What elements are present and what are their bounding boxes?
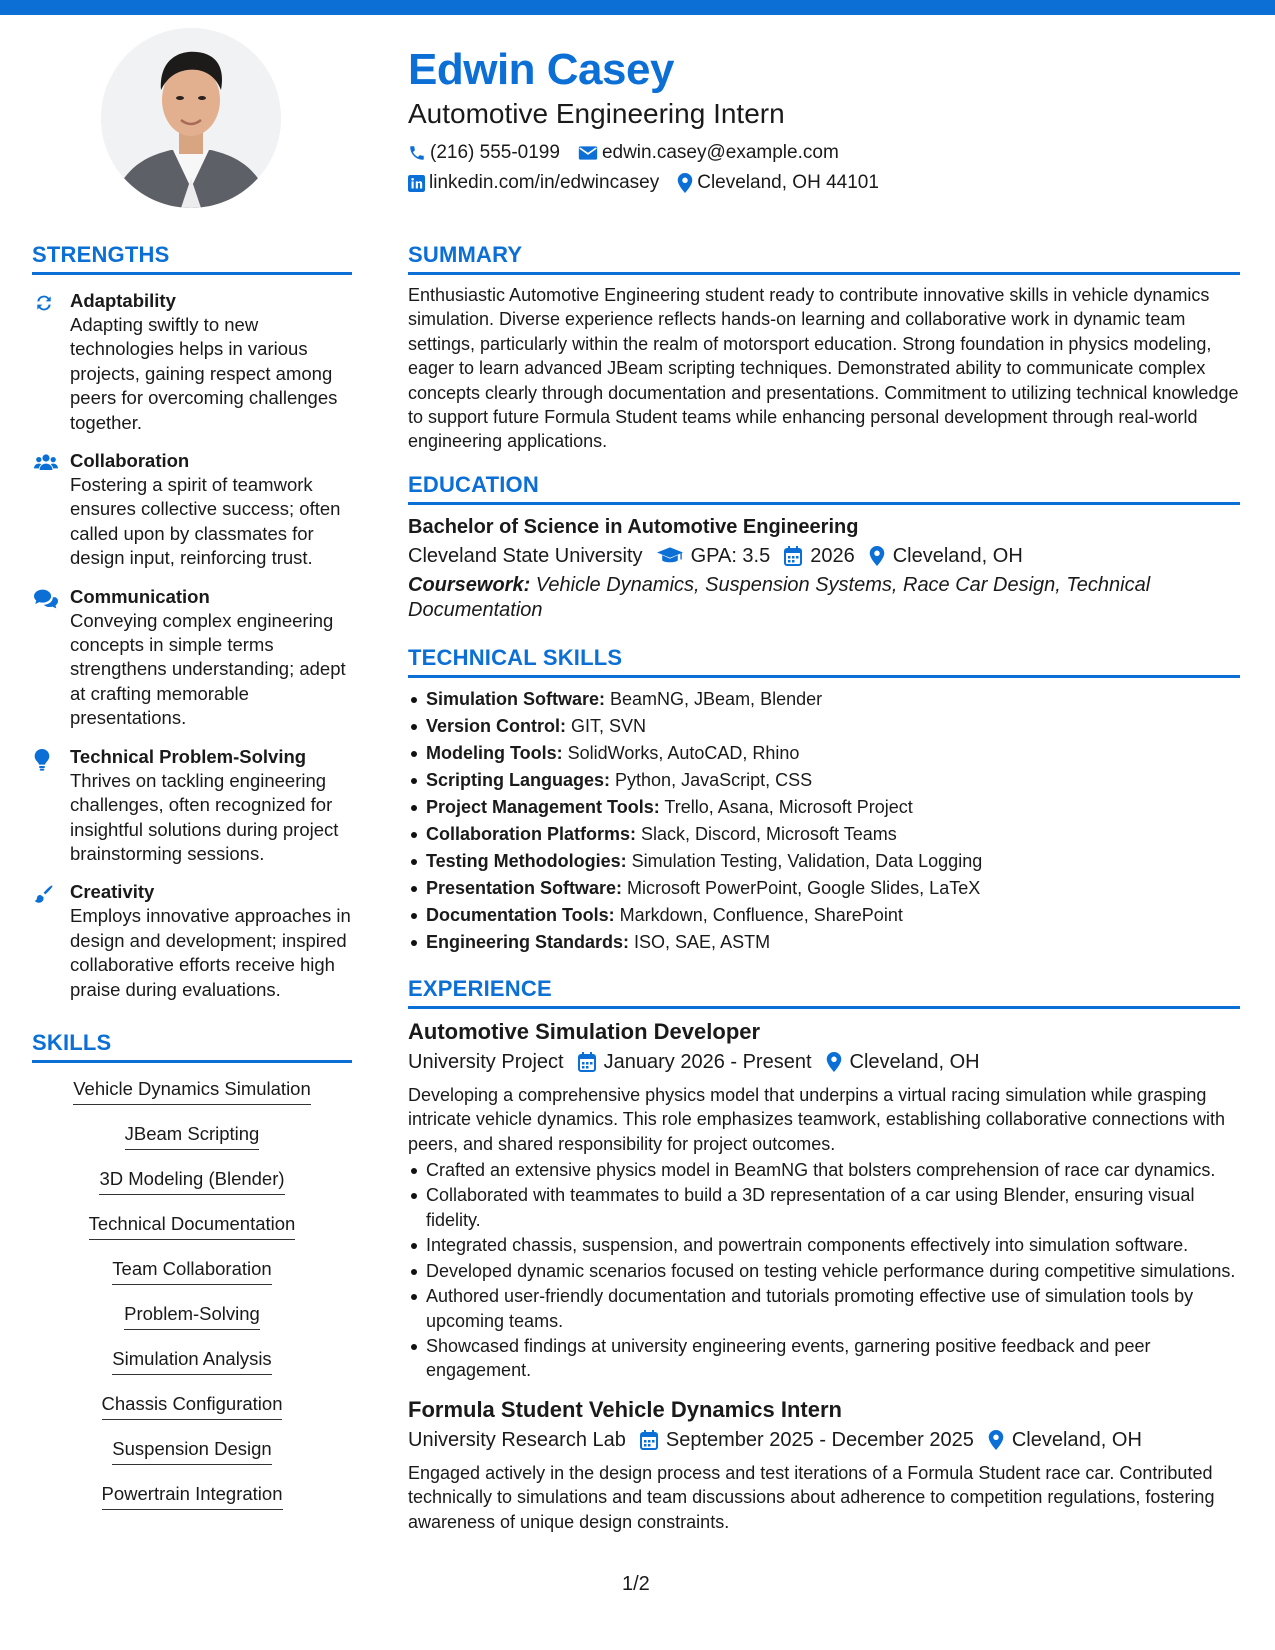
strength-desc: Conveying complex engineering concepts in simple terms strengthens understanding; adept at crafting memorable presentations.	[70, 609, 346, 729]
list-item: Collaborated with teammates to build a 3D representation of a car using Blender, ensuring visual fidelity.	[408, 1183, 1240, 1232]
list-item	[408, 848, 1240, 875]
job-dates	[578, 1047, 812, 1077]
strength-item	[32, 880, 352, 1002]
list-item: Authored user-friendly documentation and tutorials promoting effective use of simulation tools by upcoming teams.	[408, 1284, 1240, 1333]
lightbulb-icon	[34, 749, 50, 771]
strength-title: Collaboration	[70, 450, 190, 472]
job-dates	[640, 1425, 974, 1455]
skills-heading: SKILLS	[32, 1028, 352, 1063]
skill-label: Presentation Software:	[426, 877, 623, 898]
strength-title: Technical Problem-Solving	[70, 745, 307, 767]
coursework-label: Coursework:	[408, 573, 531, 596]
job-meta	[408, 1047, 1240, 1077]
skill-tag: Technical Documentation	[89, 1212, 296, 1240]
skill-tag: Powertrain Integration	[102, 1482, 283, 1510]
linkedin-text: linkedin.com/in/edwincasey	[429, 172, 660, 193]
strengths-heading: STRENGTHS	[32, 240, 352, 275]
job-title: Automotive Simulation Developer	[408, 1018, 761, 1044]
skill-tag: Suspension Design	[112, 1437, 271, 1465]
job-entry	[408, 1395, 1240, 1534]
contact-email[interactable]	[578, 140, 839, 166]
skill-value: Slack, Discord, Microsoft Teams	[636, 823, 897, 844]
skill-value: ISO, SAE, ASTM	[629, 931, 771, 952]
education-meta	[408, 541, 1240, 571]
job-location	[826, 1047, 980, 1077]
job-entry	[408, 1017, 1240, 1383]
skill-value: Microsoft PowerPoint, Google Slides, LaTeX	[622, 877, 981, 898]
phone-text: (216) 555-0199	[430, 142, 560, 163]
list-item	[408, 929, 1240, 956]
skill-label: Project Management Tools:	[426, 796, 660, 817]
education-location	[869, 541, 1023, 571]
sync-icon	[34, 293, 54, 313]
gpa	[657, 541, 771, 571]
list-item: Developed dynamic scenarios focused on testing vehicle performance during competitive simulations.	[408, 1259, 1240, 1283]
email-text: edwin.casey@example.com	[601, 142, 839, 163]
candidate-name: Edwin Casey	[408, 45, 674, 94]
strength-item	[32, 745, 352, 867]
list-item	[408, 902, 1240, 929]
job-dates-text: January 2026 - Present	[603, 1050, 812, 1073]
skill-tag: Team Collaboration	[112, 1257, 271, 1285]
list-item	[408, 740, 1240, 767]
skill-label: Simulation Software:	[426, 688, 606, 709]
linkedin-icon	[408, 175, 425, 192]
skills-list	[32, 1077, 352, 1527]
contact-row-2	[408, 170, 1228, 196]
right-column	[408, 240, 1240, 1548]
job-location-text: Cleveland, OH	[1011, 1428, 1142, 1451]
comments-icon	[34, 589, 58, 609]
school-text: Cleveland State University	[408, 544, 643, 567]
job-title: Formula Student Vehicle Dynamics Intern	[408, 1396, 842, 1422]
list-item	[408, 821, 1240, 848]
skill-value: BeamNG, JBeam, Blender	[605, 688, 823, 709]
graduation-year	[784, 541, 855, 571]
calendar-icon	[640, 1430, 658, 1450]
strength-desc: Fostering a spirit of teamwork ensures collective success; often called upon by classmates for design input, reinforcing trust.	[70, 474, 341, 569]
job-dates-text: September 2025 - December 2025	[665, 1428, 974, 1451]
gpa-text: GPA: 3.5	[690, 544, 771, 567]
skill-label: Version Control:	[426, 715, 567, 736]
skill-value: GIT, SVN	[566, 715, 647, 736]
envelope-icon	[578, 145, 598, 161]
job-location-text: Cleveland, OH	[849, 1050, 980, 1073]
phone-icon	[408, 144, 426, 162]
skill-tag: Simulation Analysis	[112, 1347, 271, 1375]
list-item	[408, 875, 1240, 902]
list-item: Showcased findings at university engineering events, garnering positive feedback and peer engagement.	[408, 1334, 1240, 1383]
skill-label: Engineering Standards:	[426, 931, 630, 952]
technical-skills-heading: TECHNICAL SKILLS	[408, 643, 1240, 678]
list-item	[408, 686, 1240, 713]
coursework-text: Vehicle Dynamics, Suspension Systems, Race Car Design, Technical Documentation	[408, 573, 1151, 621]
experience-section	[408, 974, 1240, 1534]
job-meta	[408, 1425, 1240, 1455]
job-location	[988, 1425, 1142, 1455]
list-item: Crafted an extensive physics model in BeamNG that bolsters comprehension of race car dynamics.	[408, 1158, 1240, 1182]
skill-value: SolidWorks, AutoCAD, Rhino	[562, 742, 800, 763]
list-item: Integrated chassis, suspension, and powertrain components effectively into simulation software.	[408, 1233, 1240, 1257]
skill-tag: Chassis Configuration	[102, 1392, 283, 1420]
calendar-icon	[784, 546, 802, 566]
contact-phone	[408, 140, 560, 166]
list-item	[408, 713, 1240, 740]
graduation-cap-icon	[657, 547, 683, 565]
map-marker-icon	[988, 1430, 1004, 1450]
skill-label: Collaboration Platforms:	[426, 823, 637, 844]
skill-value: Trello, Asana, Microsoft Project	[659, 796, 913, 817]
paintbrush-icon	[34, 884, 54, 904]
strength-desc: Thrives on tackling engineering challenges, often recognized for insightful solutions during project brainstorming sessions.	[70, 769, 339, 864]
strength-title: Adaptability	[70, 290, 176, 311]
strength-title: Communication	[70, 585, 210, 607]
strength-item	[32, 449, 352, 571]
summary-text: Enthusiastic Automotive Engineering student ready to contribute innovative skills in vehicle dynamics simulation. Diverse experience reflects hands-on learning and collaborative work in dynamic team settings, particularly within the realm of motorsport education. Strong foundation in physics modeling, eager to learn advanced JBeam scripting techniques. Demonstrated ability to communicate complex concepts clearly through documentation and presentations. Commitment to utilizing technical knowledge to support future Formula Student teams while enhancing personal development through real-world engineering applications.	[408, 285, 1239, 452]
skill-label: Modeling Tools:	[426, 742, 563, 763]
degree-title: Bachelor of Science in Automotive Engineering	[408, 515, 859, 538]
skill-tag: JBeam Scripting	[125, 1122, 260, 1150]
contact-location	[677, 170, 879, 196]
left-column	[32, 240, 352, 1527]
job-org	[408, 1425, 626, 1455]
skill-tag: 3D Modeling (Blender)	[99, 1167, 284, 1195]
job-org	[408, 1047, 564, 1077]
profile-photo	[101, 28, 281, 208]
header	[408, 44, 1228, 196]
list-item	[408, 794, 1240, 821]
job-org-text: University Research Lab	[408, 1428, 626, 1451]
location-text: Cleveland, OH 44101	[697, 172, 879, 193]
strength-item	[32, 585, 352, 731]
skill-label: Scripting Languages:	[426, 769, 611, 790]
strength-title: Creativity	[70, 881, 155, 903]
skill-label: Testing Methodologies:	[426, 850, 627, 871]
education-location-text: Cleveland, OH	[892, 544, 1023, 567]
summary-heading: SUMMARY	[408, 240, 1240, 275]
education-heading: EDUCATION	[408, 470, 1240, 505]
education-section	[408, 470, 1240, 623]
users-icon	[34, 453, 58, 471]
job-bullets	[408, 1158, 1240, 1383]
skill-tag: Problem-Solving	[124, 1302, 260, 1330]
skill-value: Markdown, Confluence, SharePoint	[614, 904, 903, 925]
contact-row-1	[408, 140, 1228, 166]
contact-linkedin[interactable]	[408, 170, 659, 196]
job-description: Engaged actively in the design process and test iterations of a Formula Student race car. Contributed technically to simulations and team discussions about adherence to competition regulations, fostering awareness of unique design constraints.	[408, 1462, 1215, 1532]
technical-skills-section	[408, 643, 1240, 956]
coursework	[408, 573, 1240, 623]
job-description: Developing a comprehensive physics model that underpins a virtual racing simulation while grasping intricate vehicle dynamics. This role emphasizes teamwork, establishing collaborative connections with peers, and shared responsibility for project outcomes.	[408, 1084, 1226, 1154]
calendar-icon	[578, 1052, 596, 1072]
strength-desc: Employs innovative approaches in design and development; inspired collaborative efforts receive high praise during evaluations.	[70, 905, 351, 1000]
summary-section	[408, 240, 1240, 454]
year-text: 2026	[810, 544, 855, 567]
skill-tag: Vehicle Dynamics Simulation	[73, 1077, 311, 1105]
map-marker-icon	[677, 173, 693, 193]
skill-value: Simulation Testing, Validation, Data Logging	[626, 850, 983, 871]
page-number: 1/2	[622, 1573, 650, 1595]
school-name	[408, 541, 643, 571]
skill-label: Documentation Tools:	[426, 904, 615, 925]
skill-value: Python, JavaScript, CSS	[610, 769, 813, 790]
map-marker-icon	[826, 1052, 842, 1072]
list-item	[408, 767, 1240, 794]
experience-heading: EXPERIENCE	[408, 974, 1240, 1009]
top-accent-bar	[0, 0, 1275, 15]
strength-item	[32, 289, 352, 435]
candidate-title: Automotive Engineering Intern	[408, 98, 785, 129]
technical-skills-list	[408, 686, 1240, 956]
map-marker-icon	[869, 546, 885, 566]
job-org-text: University Project	[408, 1050, 564, 1073]
strength-desc: Adapting swiftly to new technologies helps in various projects, gaining respect among peers for overcoming challenges together.	[70, 314, 338, 433]
